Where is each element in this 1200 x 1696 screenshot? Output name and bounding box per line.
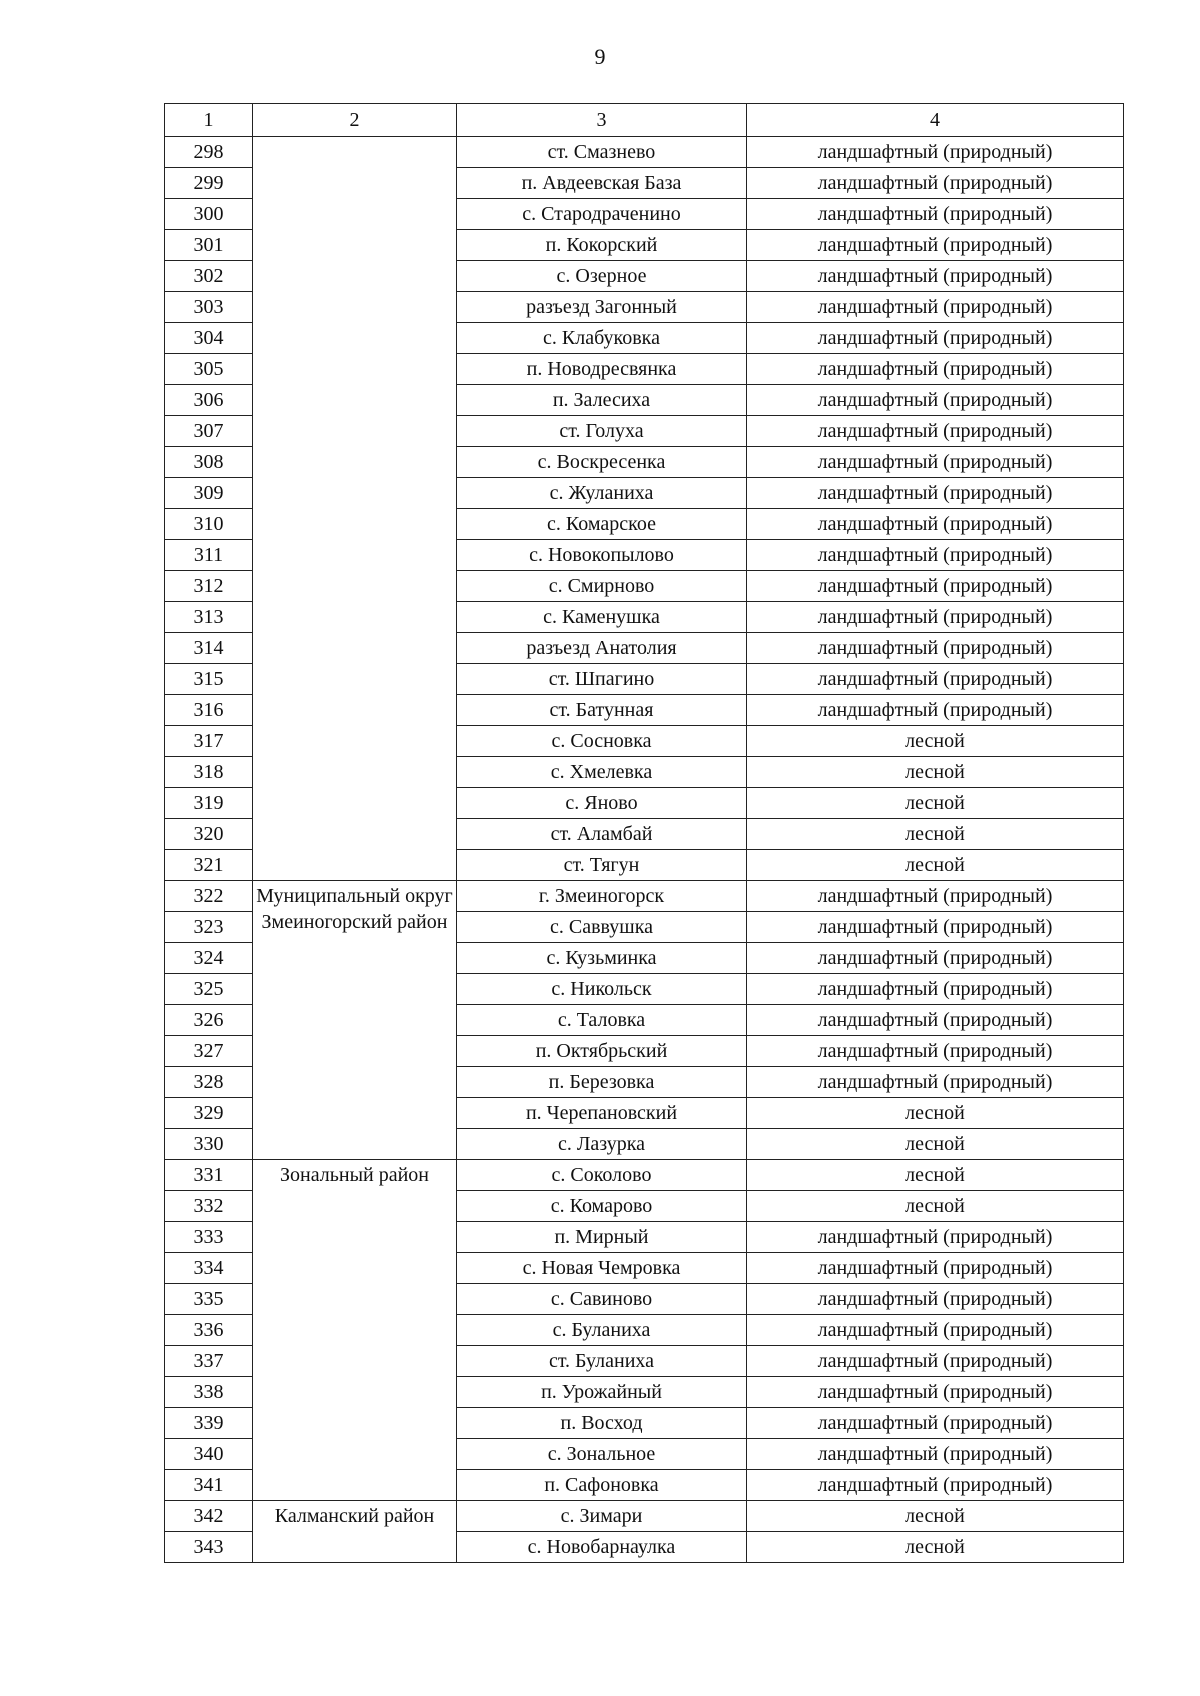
table-row: [165, 881, 1124, 912]
row-number-cell: 304: [165, 323, 253, 354]
row-number-cell: 305: [165, 354, 253, 385]
settlement-cell: п. Новодресвянка: [457, 354, 747, 385]
landscape-type-cell: ландшафтный (природный): [747, 695, 1124, 726]
settlement-cell: ст. Шпагино: [457, 664, 747, 695]
landscape-type-cell: ландшафтный (природный): [747, 199, 1124, 230]
landscape-type-cell: ландшафтный (природный): [747, 354, 1124, 385]
settlement-cell: с. Комарское: [457, 509, 747, 540]
table-body: [165, 137, 1124, 1563]
landscape-type-cell: ландшафтный (природный): [747, 1377, 1124, 1408]
landscape-type-cell: лесной: [747, 1532, 1124, 1563]
settlement-cell: п. Мирный: [457, 1222, 747, 1253]
row-number-cell: 336: [165, 1315, 253, 1346]
landscape-type-cell: ландшафтный (природный): [747, 1036, 1124, 1067]
landscape-type-cell: ландшафтный (природный): [747, 1439, 1124, 1470]
district-cell: Муниципальный округ Змеиногорский район: [253, 881, 457, 1160]
row-number-cell: 312: [165, 571, 253, 602]
row-number-cell: 315: [165, 664, 253, 695]
row-number-cell: 301: [165, 230, 253, 261]
landscape-type-cell: ландшафтный (природный): [747, 1253, 1124, 1284]
row-number-cell: 331: [165, 1160, 253, 1191]
column-header-1: 1: [165, 104, 253, 137]
settlement-cell: с. Яново: [457, 788, 747, 819]
row-number-cell: 319: [165, 788, 253, 819]
landscape-type-cell: ландшафтный (природный): [747, 1470, 1124, 1501]
row-number-cell: 302: [165, 261, 253, 292]
landscape-type-cell: ландшафтный (природный): [747, 447, 1124, 478]
row-number-cell: 329: [165, 1098, 253, 1129]
row-number-cell: 316: [165, 695, 253, 726]
settlement-cell: с. Новобарнаулка: [457, 1532, 747, 1563]
row-number-cell: 341: [165, 1470, 253, 1501]
row-number-cell: 306: [165, 385, 253, 416]
row-number-cell: 340: [165, 1439, 253, 1470]
row-number-cell: 298: [165, 137, 253, 168]
settlement-cell: с. Соколово: [457, 1160, 747, 1191]
district-cell: Зональный район: [253, 1160, 457, 1501]
settlement-cell: п. Урожайный: [457, 1377, 747, 1408]
settlement-cell: разъезд Анатолия: [457, 633, 747, 664]
settlement-cell: ст. Тягун: [457, 850, 747, 881]
settlement-cell: с. Сосновка: [457, 726, 747, 757]
settlement-cell: с. Комарово: [457, 1191, 747, 1222]
settlement-cell: ст. Голуха: [457, 416, 747, 447]
settlement-cell: п. Березовка: [457, 1067, 747, 1098]
landscape-type-cell: ландшафтный (природный): [747, 881, 1124, 912]
row-number-cell: 300: [165, 199, 253, 230]
settlement-cell: п. Сафоновка: [457, 1470, 747, 1501]
column-header-4: 4: [747, 104, 1124, 137]
row-number-cell: 314: [165, 633, 253, 664]
row-number-cell: 309: [165, 478, 253, 509]
settlement-cell: с. Саввушка: [457, 912, 747, 943]
row-number-cell: 333: [165, 1222, 253, 1253]
row-number-cell: 308: [165, 447, 253, 478]
row-number-cell: 310: [165, 509, 253, 540]
row-number-cell: 337: [165, 1346, 253, 1377]
landscape-type-cell: ландшафтный (природный): [747, 1284, 1124, 1315]
landscape-type-cell: ландшафтный (природный): [747, 168, 1124, 199]
landscape-type-cell: ландшафтный (природный): [747, 385, 1124, 416]
settlement-cell: с. Зональное: [457, 1439, 747, 1470]
row-number-cell: 318: [165, 757, 253, 788]
settlement-cell: с. Таловка: [457, 1005, 747, 1036]
row-number-cell: 323: [165, 912, 253, 943]
column-header-2: 2: [253, 104, 457, 137]
landscape-type-cell: ландшафтный (природный): [747, 1222, 1124, 1253]
table-row: [165, 137, 1124, 168]
page-number: 9: [594, 44, 606, 69]
row-number-cell: 343: [165, 1532, 253, 1563]
row-number-cell: 330: [165, 1129, 253, 1160]
landscape-type-cell: ландшафтный (природный): [747, 974, 1124, 1005]
row-number-cell: 303: [165, 292, 253, 323]
landscape-type-cell: ландшафтный (природный): [747, 1408, 1124, 1439]
settlement-cell: с. Лазурка: [457, 1129, 747, 1160]
row-number-cell: 332: [165, 1191, 253, 1222]
row-number-cell: 313: [165, 602, 253, 633]
settlement-cell: с. Савиново: [457, 1284, 747, 1315]
landscape-type-cell: ландшафтный (природный): [747, 1315, 1124, 1346]
settlement-cell: с. Хмелевка: [457, 757, 747, 788]
landscape-type-cell: лесной: [747, 757, 1124, 788]
settlement-cell: с. Воскресенка: [457, 447, 747, 478]
row-number-cell: 328: [165, 1067, 253, 1098]
row-number-cell: 327: [165, 1036, 253, 1067]
settlement-cell: с. Стародраченино: [457, 199, 747, 230]
landscape-type-cell: лесной: [747, 788, 1124, 819]
settlement-cell: с. Смирново: [457, 571, 747, 602]
landscape-type-cell: лесной: [747, 1129, 1124, 1160]
settlement-cell: г. Змеиногорск: [457, 881, 747, 912]
settlement-cell: с. Каменушка: [457, 602, 747, 633]
landscape-type-cell: ландшафтный (природный): [747, 261, 1124, 292]
settlement-cell: с. Жуланиха: [457, 478, 747, 509]
landscape-type-cell: ландшафтный (природный): [747, 912, 1124, 943]
landscape-type-cell: ландшафтный (природный): [747, 323, 1124, 354]
row-number-cell: 326: [165, 1005, 253, 1036]
row-number-cell: 299: [165, 168, 253, 199]
settlement-cell: с. Зимари: [457, 1501, 747, 1532]
row-number-cell: 311: [165, 540, 253, 571]
landscape-type-cell: лесной: [747, 1160, 1124, 1191]
row-number-cell: 320: [165, 819, 253, 850]
settlement-cell: п. Октябрьский: [457, 1036, 747, 1067]
landscape-type-cell: ландшафтный (природный): [747, 230, 1124, 261]
landscape-type-cell: ландшафтный (природный): [747, 633, 1124, 664]
district-cell: Калманский район: [253, 1501, 457, 1563]
row-number-cell: 317: [165, 726, 253, 757]
settlement-cell: с. Озерное: [457, 261, 747, 292]
settlement-cell: ст. Смазнево: [457, 137, 747, 168]
landscape-type-cell: ландшафтный (природный): [747, 602, 1124, 633]
settlement-cell: разъезд Загонный: [457, 292, 747, 323]
landscape-type-cell: лесной: [747, 1098, 1124, 1129]
landscape-type-cell: лесной: [747, 819, 1124, 850]
landscape-type-cell: ландшафтный (природный): [747, 478, 1124, 509]
column-header-3: 3: [457, 104, 747, 137]
settlement-cell: ст. Буланиха: [457, 1346, 747, 1377]
landscape-type-cell: ландшафтный (природный): [747, 416, 1124, 447]
landscape-type-cell: ландшафтный (природный): [747, 540, 1124, 571]
settlement-cell: п. Авдеевская База: [457, 168, 747, 199]
settlement-cell: п. Восход: [457, 1408, 747, 1439]
landscape-type-cell: лесной: [747, 850, 1124, 881]
settlement-cell: с. Никольск: [457, 974, 747, 1005]
landscape-type-cell: ландшафтный (природный): [747, 137, 1124, 168]
settlement-cell: с. Новая Чемровка: [457, 1253, 747, 1284]
settlement-cell: ст. Аламбай: [457, 819, 747, 850]
landscape-type-cell: ландшафтный (природный): [747, 664, 1124, 695]
district-cell: [253, 137, 457, 881]
table-row: [165, 1160, 1124, 1191]
settlement-cell: ст. Батунная: [457, 695, 747, 726]
row-number-cell: 338: [165, 1377, 253, 1408]
row-number-cell: 322: [165, 881, 253, 912]
landscape-type-cell: ландшафтный (природный): [747, 1067, 1124, 1098]
landscape-type-cell: ландшафтный (природный): [747, 1346, 1124, 1377]
settlement-cell: с. Буланиха: [457, 1315, 747, 1346]
landscape-type-cell: ландшафтный (природный): [747, 943, 1124, 974]
row-number-cell: 342: [165, 1501, 253, 1532]
table-row: [165, 1501, 1124, 1532]
settlement-cell: п. Черепановский: [457, 1098, 747, 1129]
landscape-type-cell: лесной: [747, 1191, 1124, 1222]
landscape-type-cell: ландшафтный (природный): [747, 1005, 1124, 1036]
row-number-cell: 321: [165, 850, 253, 881]
settlement-cell: п. Кокорский: [457, 230, 747, 261]
table-header-row: [165, 104, 1124, 137]
landscape-type-cell: лесной: [747, 1501, 1124, 1532]
settlements-table: [164, 103, 1124, 1563]
row-number-cell: 325: [165, 974, 253, 1005]
row-number-cell: 335: [165, 1284, 253, 1315]
settlement-cell: с. Клабуковка: [457, 323, 747, 354]
settlement-cell: с. Кузьминка: [457, 943, 747, 974]
settlement-cell: п. Залесиха: [457, 385, 747, 416]
landscape-type-cell: ландшафтный (природный): [747, 292, 1124, 323]
settlement-cell: с. Новокопылово: [457, 540, 747, 571]
row-number-cell: 307: [165, 416, 253, 447]
landscape-type-cell: ландшафтный (природный): [747, 571, 1124, 602]
landscape-type-cell: лесной: [747, 726, 1124, 757]
landscape-type-cell: ландшафтный (природный): [747, 509, 1124, 540]
row-number-cell: 339: [165, 1408, 253, 1439]
row-number-cell: 334: [165, 1253, 253, 1284]
row-number-cell: 324: [165, 943, 253, 974]
